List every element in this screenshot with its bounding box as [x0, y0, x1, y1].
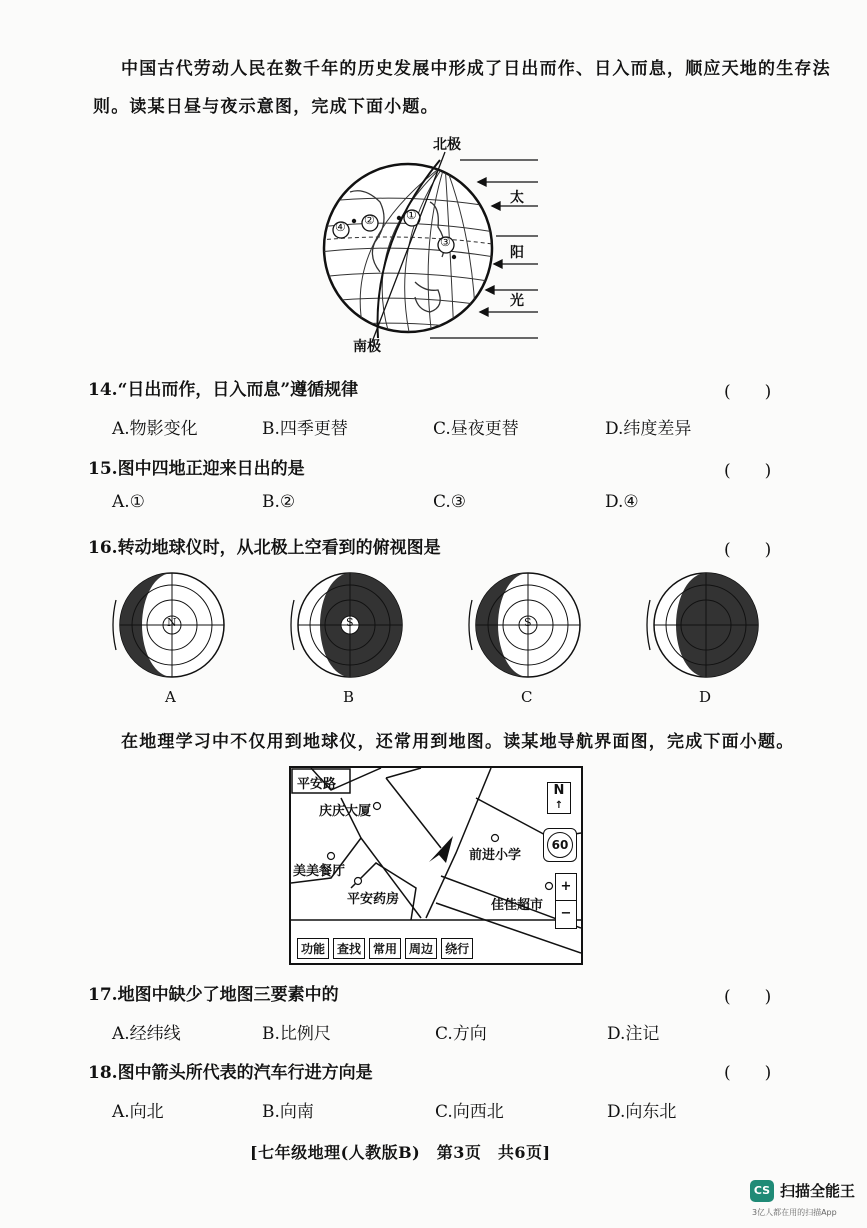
nearby-button[interactable]: 周边 [405, 938, 437, 959]
q16-b-letter: B [343, 688, 355, 706]
q18-option-d: D.向东北 [607, 1102, 677, 1122]
q16-c-pole: S [524, 616, 532, 629]
function-button[interactable]: 功能 [297, 938, 329, 959]
point-4-label: ④ [335, 220, 346, 234]
q16-diagram-d [644, 570, 764, 706]
speed-limit-sign [543, 828, 577, 862]
q16-c-letter: C [521, 688, 533, 706]
q15-option-c: C.③ [433, 492, 467, 512]
q16-diagram-b [288, 570, 408, 706]
q16-a-letter: A [165, 688, 176, 706]
q15-option-d: D.④ [605, 492, 639, 512]
q16-diagram-c [466, 570, 586, 706]
search-button[interactable]: 查找 [333, 938, 365, 959]
q18-answer-paren: ( ) [724, 1063, 772, 1083]
q17-answer-paren: ( ) [724, 987, 772, 1007]
place-jiajia-supermarket: 佳佳超市 [491, 898, 544, 913]
q16-stem: 16.转动地球仪时，从北极上空看到的俯视图是 [88, 538, 441, 558]
zoom-control [555, 873, 577, 929]
q16-a-pole: N [167, 616, 177, 629]
q15-stem: 15.图中四地正迎来日出的是 [88, 459, 305, 479]
q17-option-b: B.比例尺 [262, 1024, 331, 1044]
q17-stem: 17.地图中缺少了地图三要素中的 [88, 985, 339, 1005]
navigation-map [289, 766, 583, 965]
q16-d-letter: D [699, 688, 712, 706]
q18-option-c: C.向西北 [435, 1102, 504, 1122]
north-arrow-icon: ↑ [554, 800, 564, 811]
page-footer: [七年级地理(人教版B) 第3页 共6页] [250, 1143, 551, 1162]
place-qianjin-school: 前进小学 [469, 848, 522, 863]
q17-option-c: C.方向 [435, 1024, 487, 1044]
q17-option-a: A.经纬线 [112, 1024, 181, 1044]
north-pole-label: 北极 [433, 137, 461, 153]
sun-char-3: 光 [510, 293, 524, 309]
q14-option-c: C.昼夜更替 [433, 419, 519, 439]
place-meimei-restaurant: 美美餐厅 [293, 864, 346, 879]
intro-line-2: 则。读某日昼与夜示意图，完成下面小题。 [93, 97, 439, 117]
q14-answer-paren: ( ) [724, 382, 772, 402]
sun-char-1: 太 [510, 190, 524, 206]
q14-option-d: D.纬度差异 [605, 419, 692, 439]
q18-option-b: B.向南 [262, 1102, 314, 1122]
point-1-label: ① [406, 208, 417, 222]
south-pole-label: 南极 [353, 339, 381, 355]
intro-line-1: 中国古代劳动人民在数千年的历史发展中形成了日出而作、日入而息，顺应天地的生存法 [121, 59, 831, 79]
q18-option-a: A.向北 [112, 1102, 164, 1122]
q16-b-pole: S [346, 616, 354, 629]
frequent-button[interactable]: 常用 [369, 938, 401, 959]
scanner-logo-badge: CS [750, 1180, 774, 1202]
day-night-globe-figure [320, 132, 550, 357]
scanner-brand: 扫描全能王 [780, 1182, 856, 1200]
q17-option-d: D.注记 [607, 1024, 660, 1044]
zoom-in-button[interactable]: + [556, 874, 576, 901]
car-arrow-icon [429, 836, 453, 863]
place-qingqing-building: 庆庆大厦 [319, 804, 372, 819]
q16-diagram-row [110, 570, 867, 715]
scanner-tagline: 3亿人都在用的扫描App [752, 1208, 837, 1217]
q18-stem: 18.图中箭头所代表的汽车行进方向是 [88, 1063, 373, 1083]
detour-button[interactable]: 绕行 [441, 938, 473, 959]
q15-option-a: A.① [112, 492, 145, 512]
north-indicator[interactable] [547, 782, 571, 814]
zoom-out-button[interactable]: − [560, 906, 572, 921]
nav-button-bar [297, 938, 477, 959]
point-2-label: ② [364, 213, 375, 227]
q15-answer-paren: ( ) [724, 461, 772, 481]
point-3-label: ③ [440, 235, 451, 249]
north-letter: N [553, 783, 565, 798]
q15-option-b: B.② [262, 492, 296, 512]
q14-stem: 14.“日出而作，日入而息”遵循规律 [88, 380, 359, 400]
place-pingan-pharmacy: 平安药房 [347, 892, 400, 907]
q16-diagram-a [110, 570, 230, 706]
q16-answer-paren: ( ) [724, 540, 772, 560]
q14-option-a: A.物影变化 [112, 419, 198, 439]
speed-limit-value: 60 [547, 832, 573, 858]
sun-char-2: 阳 [510, 245, 524, 261]
road-label: 平安路 [297, 777, 337, 792]
q14-option-b: B.四季更替 [262, 419, 348, 439]
intro-2: 在地理学习中不仅用到地球仪，还常用到地图。读某地导航界面图，完成下面小题。 [121, 732, 795, 752]
